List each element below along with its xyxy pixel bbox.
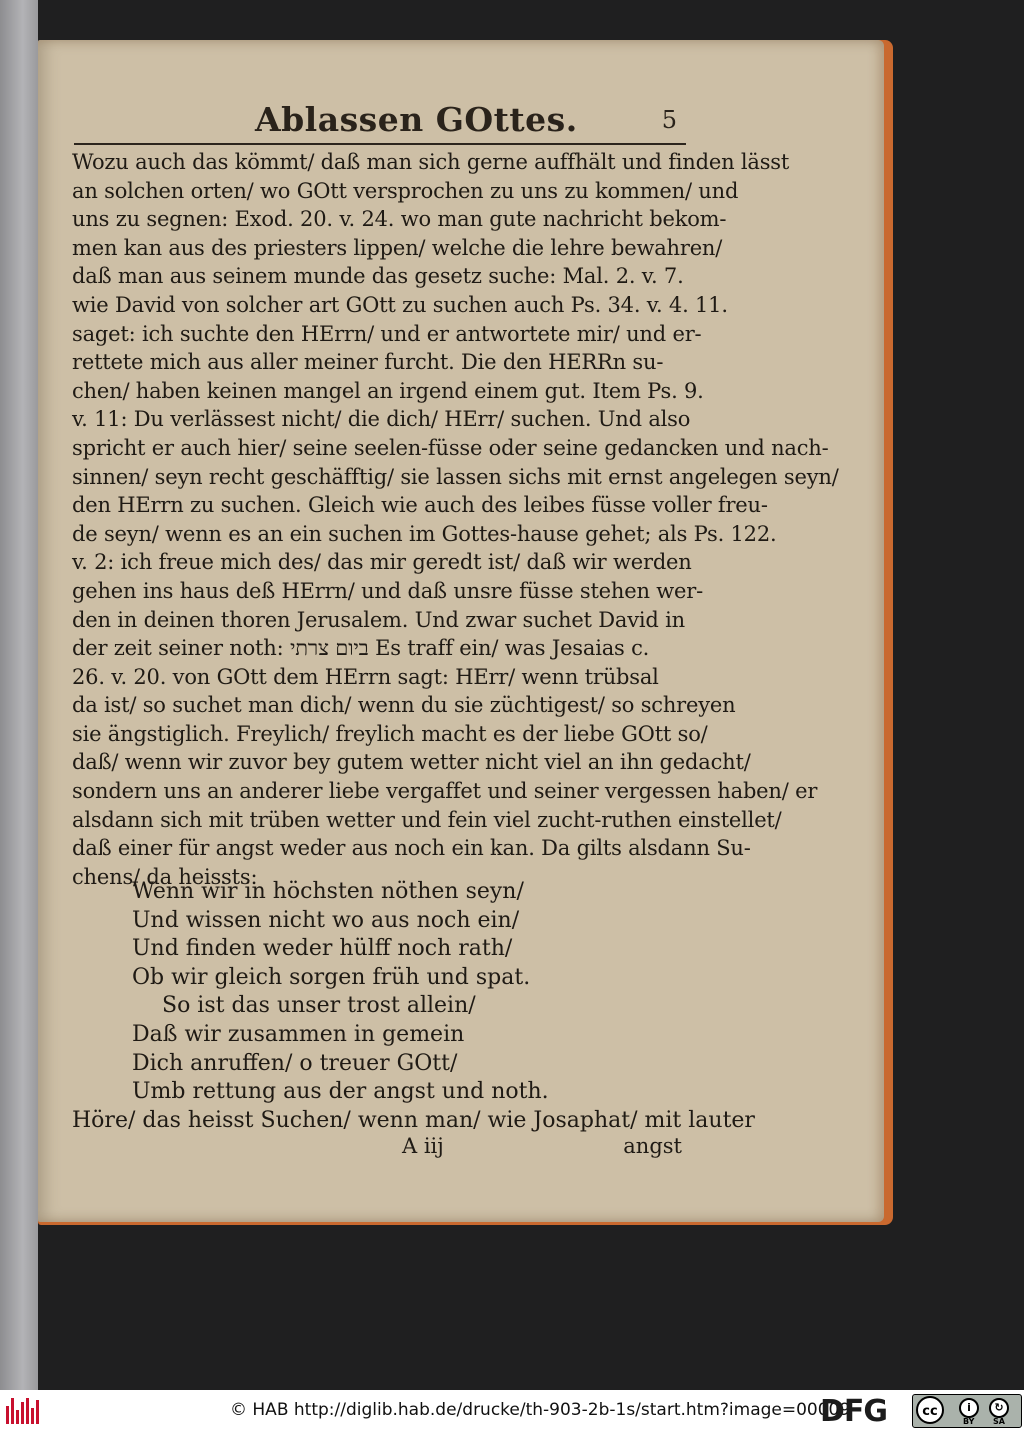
text-line: der zeit seiner noth: ביום צרתי Es traff ein/ was Jesaias c. bbox=[72, 636, 650, 661]
text-line: spricht er auch hier/ seine seelen-füsse oder seine gedancken und nach- bbox=[72, 435, 829, 460]
by-person-icon: i bbox=[959, 1398, 979, 1418]
verse-line: Umb rettung aus der angst und noth. bbox=[132, 1079, 549, 1105]
catchword: angst bbox=[623, 1134, 682, 1158]
text-line: Wozu auch das kömmt/ daß man sich gerne auffhält und finden lässt bbox=[72, 150, 790, 174]
text-line: sinnen/ seyn recht geschäfftig/ sie lassen sichs mit ernst angelegen seyn/ bbox=[72, 464, 839, 489]
text-line: an solchen orten/ wo GOtt versprochen zu uns zu kommen/ und bbox=[72, 178, 739, 203]
text-line: v. 11: Du verlässest nicht/ die dich/ HErr/ suchen. Und also bbox=[72, 407, 691, 432]
running-header bbox=[255, 100, 685, 144]
text-line: wie David von solcher art GOtt zu suchen auch Ps. 34. v. 4. 11. bbox=[72, 292, 728, 317]
bottom-info-bar bbox=[0, 1390, 1024, 1430]
text-line: de seyn/ wenn es an ein suchen im Gottes-hause gehet; als Ps. 122. bbox=[72, 521, 777, 546]
closing-line: Höre/ das heisst Suchen/ wenn man/ wie Josaphat/ mit lauter bbox=[72, 1107, 755, 1133]
hymn-verse bbox=[72, 878, 755, 1135]
text-line: v. 2: ich freue mich des/ das mir geredt ist/ daß wir werden bbox=[72, 550, 692, 575]
page-footer bbox=[72, 1134, 692, 1168]
text-line: alsdann sich mit trüben wetter und fein viel zucht-ruthen einstellet/ bbox=[72, 807, 782, 832]
text-line: saget: ich suchte den HErrn/ und er antwortete mir/ und er- bbox=[72, 321, 702, 346]
permalink-link[interactable]: © HAB http://diglib.hab.de/drucke/th-903-2b-1s/start.htm?image=00009 bbox=[230, 1400, 851, 1420]
text-line: sondern uns an anderer liebe vergaffet und seiner vergessen haben/ er bbox=[72, 779, 818, 804]
cc-license-badge[interactable] bbox=[912, 1394, 1022, 1428]
book-spine bbox=[0, 0, 38, 1390]
signature-mark: A iij bbox=[402, 1134, 444, 1158]
hab-logo-icon bbox=[6, 1398, 40, 1424]
header-rule bbox=[74, 143, 686, 145]
text-line: daß einer für angst weder aus noch ein kan. Da gilts alsdann Su- bbox=[72, 836, 751, 861]
running-title: Ablassen GOttes. bbox=[255, 100, 578, 139]
cc-sa-label: SA bbox=[993, 1417, 1005, 1426]
share-alike-icon: ↻ bbox=[989, 1398, 1009, 1418]
text-line: rettete mich aus aller meiner furcht. Die den HERRn su- bbox=[72, 350, 664, 375]
text-line: daß/ wenn wir zuvor bey gutem wetter nicht viel an ihn gedacht/ bbox=[72, 750, 751, 775]
verse-line: Und finden weder hülff noch rath/ bbox=[132, 936, 513, 962]
verse-line: Ob wir gleich sorgen früh und spat. bbox=[132, 964, 531, 990]
text-line: da ist/ so suchet man dich/ wenn du sie züchtigest/ so schreyen bbox=[72, 693, 736, 718]
text-line: men kan aus des priesters lippen/ welche die lehre bewahren/ bbox=[72, 235, 723, 260]
text-line: chen/ haben keinen mangel an irgend einem gut. Item Ps. 9. bbox=[72, 378, 704, 403]
text-line: den in deinen thoren Jerusalem. Und zwar suchet David in bbox=[72, 607, 685, 632]
text-line: gehen ins haus deß HErrn/ und daß unsre füsse stehen wer- bbox=[72, 578, 703, 603]
text-line: den HErrn zu suchen. Gleich wie auch des leibes füsse voller freu- bbox=[72, 493, 768, 518]
text-line: uns zu segnen: Exod. 20. v. 24. wo man gute nachricht bekom- bbox=[72, 207, 727, 232]
body-text bbox=[72, 148, 839, 891]
cc-by-label: BY bbox=[963, 1417, 975, 1426]
page-number: 5 bbox=[661, 106, 677, 134]
dfg-logo: DFG bbox=[820, 1394, 888, 1429]
verse-line: Dich anruffen/ o treuer GOtt/ bbox=[132, 1050, 458, 1076]
verse-line: Und wissen nicht wo aus noch ein/ bbox=[132, 907, 520, 933]
cc-icon: cc bbox=[916, 1396, 944, 1424]
text-line: sie ängstiglich. Freylich/ freylich macht es der liebe GOtt so/ bbox=[72, 721, 708, 746]
text-line: chens/ da heissts: bbox=[72, 864, 258, 889]
verse-line: Wenn wir in höchsten nöthen seyn/ bbox=[132, 879, 524, 904]
text-line: 26. v. 20. von GOtt dem HErrn sagt: HErr/ wenn trübsal bbox=[72, 664, 659, 689]
verse-line: Daß wir zusammen in gemein bbox=[132, 1021, 465, 1047]
text-line: daß man aus seinem munde das gesetz suche: Mal. 2. v. 7. bbox=[72, 264, 684, 289]
verse-line: So ist das unser trost allein/ bbox=[162, 993, 476, 1019]
